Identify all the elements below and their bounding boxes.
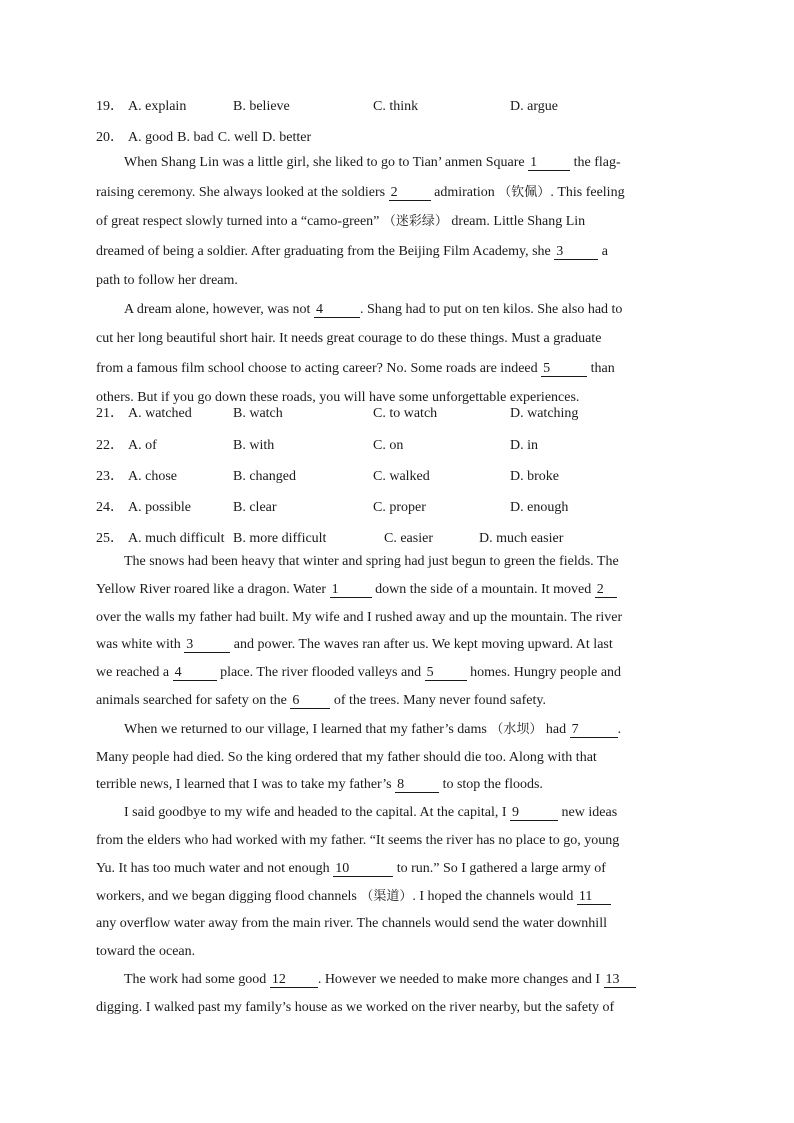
blank-1: 1 [528, 156, 570, 171]
text-line: A dream alone, however, was not 4 . Shang had to put on ten kilos. She also had to [124, 301, 623, 317]
text-line: from a famous film school choose to acting career? No. Some roads are indeed 5 than [96, 360, 615, 376]
option-b: B. believe [233, 99, 290, 114]
blank-5: 5 [425, 666, 467, 681]
text-line: animals searched for safety on the 6 of the trees. Many never found safety. [96, 692, 547, 708]
option-d: D. in [510, 438, 538, 453]
option-c: C. proper [373, 500, 426, 515]
text-line: of great respect slowly turned into a “camo-green” （迷彩绿） dream. Little Shang Lin [96, 214, 586, 229]
option-b: B. bad [177, 130, 214, 145]
text-line: The snows had been heavy that winter and spring had just begun to green the fields. The [124, 554, 619, 569]
text-line: over the walls my father had built. My wife and I rushed away and up the mountain. The river [96, 609, 623, 625]
question-25 [96, 529, 706, 549]
blank-2: 2 [389, 186, 431, 201]
option-d: D. broke [510, 469, 559, 484]
question-number: 22． [96, 438, 124, 453]
text-line: Yu. It has too much water and not enough 10 to run.” So I gathered a large army of [96, 860, 606, 876]
question-20 [96, 128, 315, 148]
question-23 [96, 467, 706, 487]
question-24 [96, 498, 706, 518]
option-a: A. chose [128, 469, 177, 484]
text-line: was white with 3 and power. The waves ran after us. We kept moving upward. At last [96, 637, 613, 653]
text-line: dreamed of being a soldier. After graduating from the Beijing Film Academy, she 3 a [96, 243, 608, 259]
blank-10: 10 [333, 862, 393, 877]
option-b: B. with [233, 438, 275, 453]
chinese-gloss: （渠道） [360, 888, 413, 904]
text-line: we reached a 4 place. The river flooded valleys and 5 homes. Hungry people and [96, 665, 622, 681]
text-line: others. But if you go down these roads, you will have some unforgettable experiences. [96, 390, 580, 405]
option-d: D. enough [510, 500, 569, 515]
passage-yellow-river [96, 548, 696, 1022]
text-line: from the elders who had worked with my father. “It seems the river has no place to go, young [96, 832, 620, 848]
blank-3: 3 [184, 638, 230, 653]
text-line: workers, and we began digging flood channels （渠道）. I hoped the channels would 11 [96, 883, 696, 911]
passage-shang-lin [96, 148, 696, 413]
blank-5: 5 [541, 362, 587, 377]
option-a: A. of [128, 438, 157, 453]
option-c: C. to watch [373, 406, 438, 421]
option-a: A. good [128, 130, 174, 145]
question-number: 25． [96, 531, 124, 546]
text-line: cut her long beautiful short hair. It needs great courage to do these things. Must a graduate [96, 331, 602, 346]
question-number: 20． [96, 130, 124, 145]
option-c: C. think [373, 99, 419, 114]
option-d: D. watching [510, 406, 579, 421]
option-d: D. much easier [479, 531, 564, 546]
blank-8: 8 [395, 778, 439, 793]
text-line: any overflow water away from the main river. The channels would send the water downhill [96, 916, 607, 932]
text-line: path to follow her dream. [96, 273, 238, 288]
question-number: 21． [96, 406, 124, 421]
blank-6: 6 [290, 694, 330, 709]
blank-12: 12 [270, 973, 318, 988]
question-number: 19． [96, 99, 124, 114]
question-19 [96, 97, 706, 117]
option-c: C. walked [373, 469, 430, 484]
blank-9: 9 [510, 806, 558, 821]
option-a: A. explain [128, 99, 187, 114]
blank-7: 7 [570, 723, 618, 738]
text-line: terrible news, I learned that I was to take my father’s 8 to stop the floods. [96, 777, 543, 793]
blank-4: 4 [314, 303, 360, 318]
option-c: C. on [373, 438, 404, 453]
blank-2: 2 [595, 583, 617, 598]
text-line: The work had some good 12 . However we needed to make more changes and I 13 [96, 966, 696, 994]
text-line: digging. I walked past my family’s house as we worked on the river nearby, but the safety of [96, 999, 615, 1015]
option-c: C. well [217, 130, 259, 145]
option-b: B. changed [233, 469, 296, 484]
option-a: A. possible [128, 500, 191, 515]
option-c: C. easier [384, 531, 433, 546]
blank-13: 13 [604, 973, 636, 988]
blank-3: 3 [554, 245, 598, 260]
option-d: D. argue [510, 99, 558, 114]
text-line: Many people had died. So the king ordered that my father should die too. Along with that [96, 749, 597, 765]
blank-11: 11 [577, 890, 611, 905]
option-a: A. much difficult [128, 531, 225, 546]
chinese-gloss: （水坝） [490, 721, 543, 737]
option-a: A. watched [128, 406, 192, 421]
question-number: 24． [96, 500, 124, 515]
question-22 [96, 436, 706, 456]
chinese-gloss: （迷彩绿） [382, 214, 448, 229]
option-b: B. watch [233, 406, 283, 421]
option-d: D. better [262, 130, 312, 145]
text-line: When Shang Lin was a little girl, she liked to go to Tian’ anmen Square 1 the flag- [124, 155, 621, 170]
text-line: raising ceremony. She always looked at the soldiers 2 admiration （钦佩）. This feeling [96, 184, 625, 200]
blank-4: 4 [173, 666, 217, 681]
text-line: When we returned to our village, I learned that my father’s dams （水坝） had 7 . [124, 721, 622, 737]
question-21 [96, 404, 706, 424]
option-b: B. more difficult [233, 531, 327, 546]
text-line: Yellow River roared like a dragon. Water 1 down the side of a mountain. It moved 2 [96, 576, 696, 604]
option-b: B. clear [233, 500, 277, 515]
blank-1: 1 [330, 583, 372, 598]
question-number: 23． [96, 469, 124, 484]
text-line: I said goodbye to my wife and headed to the capital. At the capital, I 9 new ideas [124, 805, 618, 821]
text-line: toward the ocean. [96, 944, 196, 960]
chinese-gloss: （钦佩） [498, 184, 551, 200]
